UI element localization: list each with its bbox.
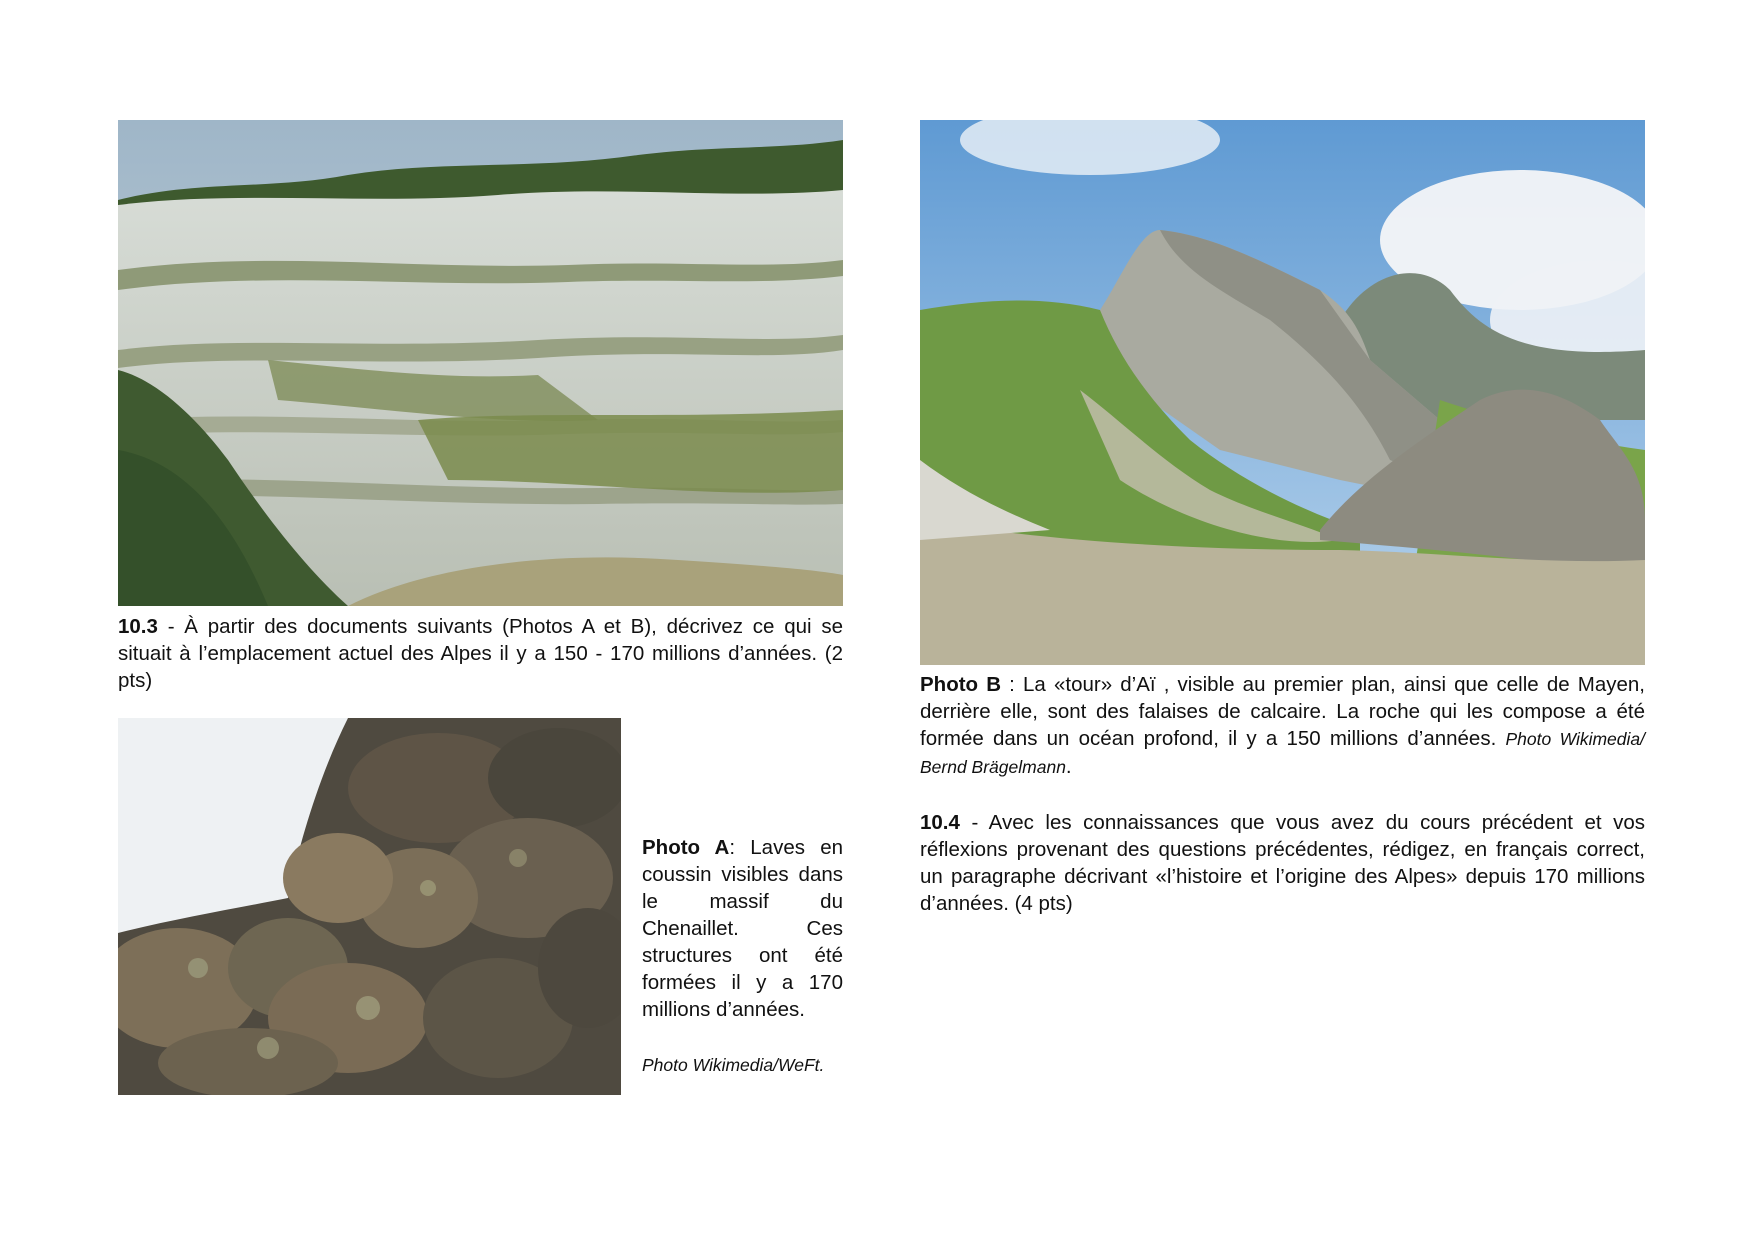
photo-b-caption xyxy=(920,671,1645,781)
question-10-4-text: - Avec les connaissances que vous avez du cours précédent et vos réflexions provenant des questions précédentes, rédigez, en français correct, un paragraphe décrivant «l’histoire et l’origine des Alpes» depuis 170 millions d’années. (4 pts) xyxy=(920,811,1645,915)
photo-pillow-lavas xyxy=(118,718,621,1095)
photo-b-label: Photo B xyxy=(920,673,1002,696)
pillow-lavas-illustration xyxy=(118,718,621,1095)
tour-dai-illustration xyxy=(920,120,1645,665)
photo-b-credit: Photo Wikimedia/ Bernd Brägelmann xyxy=(920,729,1645,777)
question-10-3-text: - À partir des documents suivants (Photos A et B), décrivez ce qui se situait à l’emplacement actuel des Alpes il y a 150 - 170 millions d’années. (2 pts) xyxy=(118,615,843,692)
photo-a-text: : Laves en coussin visibles dans le massif du Chenaillet. Ces structures ont été formées il y a 170 millions d’années. xyxy=(642,836,843,1021)
photo-a-label: Photo A xyxy=(642,836,730,859)
question-10-4-number: 10.4 xyxy=(920,811,960,834)
photo-limestone-cliffs xyxy=(118,120,843,606)
photo-tour-dai xyxy=(920,120,1645,665)
photo-a-caption xyxy=(642,834,843,1023)
question-10-3-number: 10.3 xyxy=(118,615,158,638)
question-10-3 xyxy=(118,613,843,694)
limestone-cliffs-illustration xyxy=(118,120,843,606)
question-10-4 xyxy=(920,809,1645,917)
photo-b-text: : La «tour» d’Aï , visible au premier plan, ainsi que celle de Mayen, derrière elle, sont des falaises de calcaire. La roche qui les compose a été formée dans un océan profond, il y a 150 millions d’années. xyxy=(920,673,1645,750)
photo-a-credit: Photo Wikimedia/WeFt. xyxy=(642,1055,825,1075)
photo-b-credit-end: . xyxy=(1065,755,1072,778)
